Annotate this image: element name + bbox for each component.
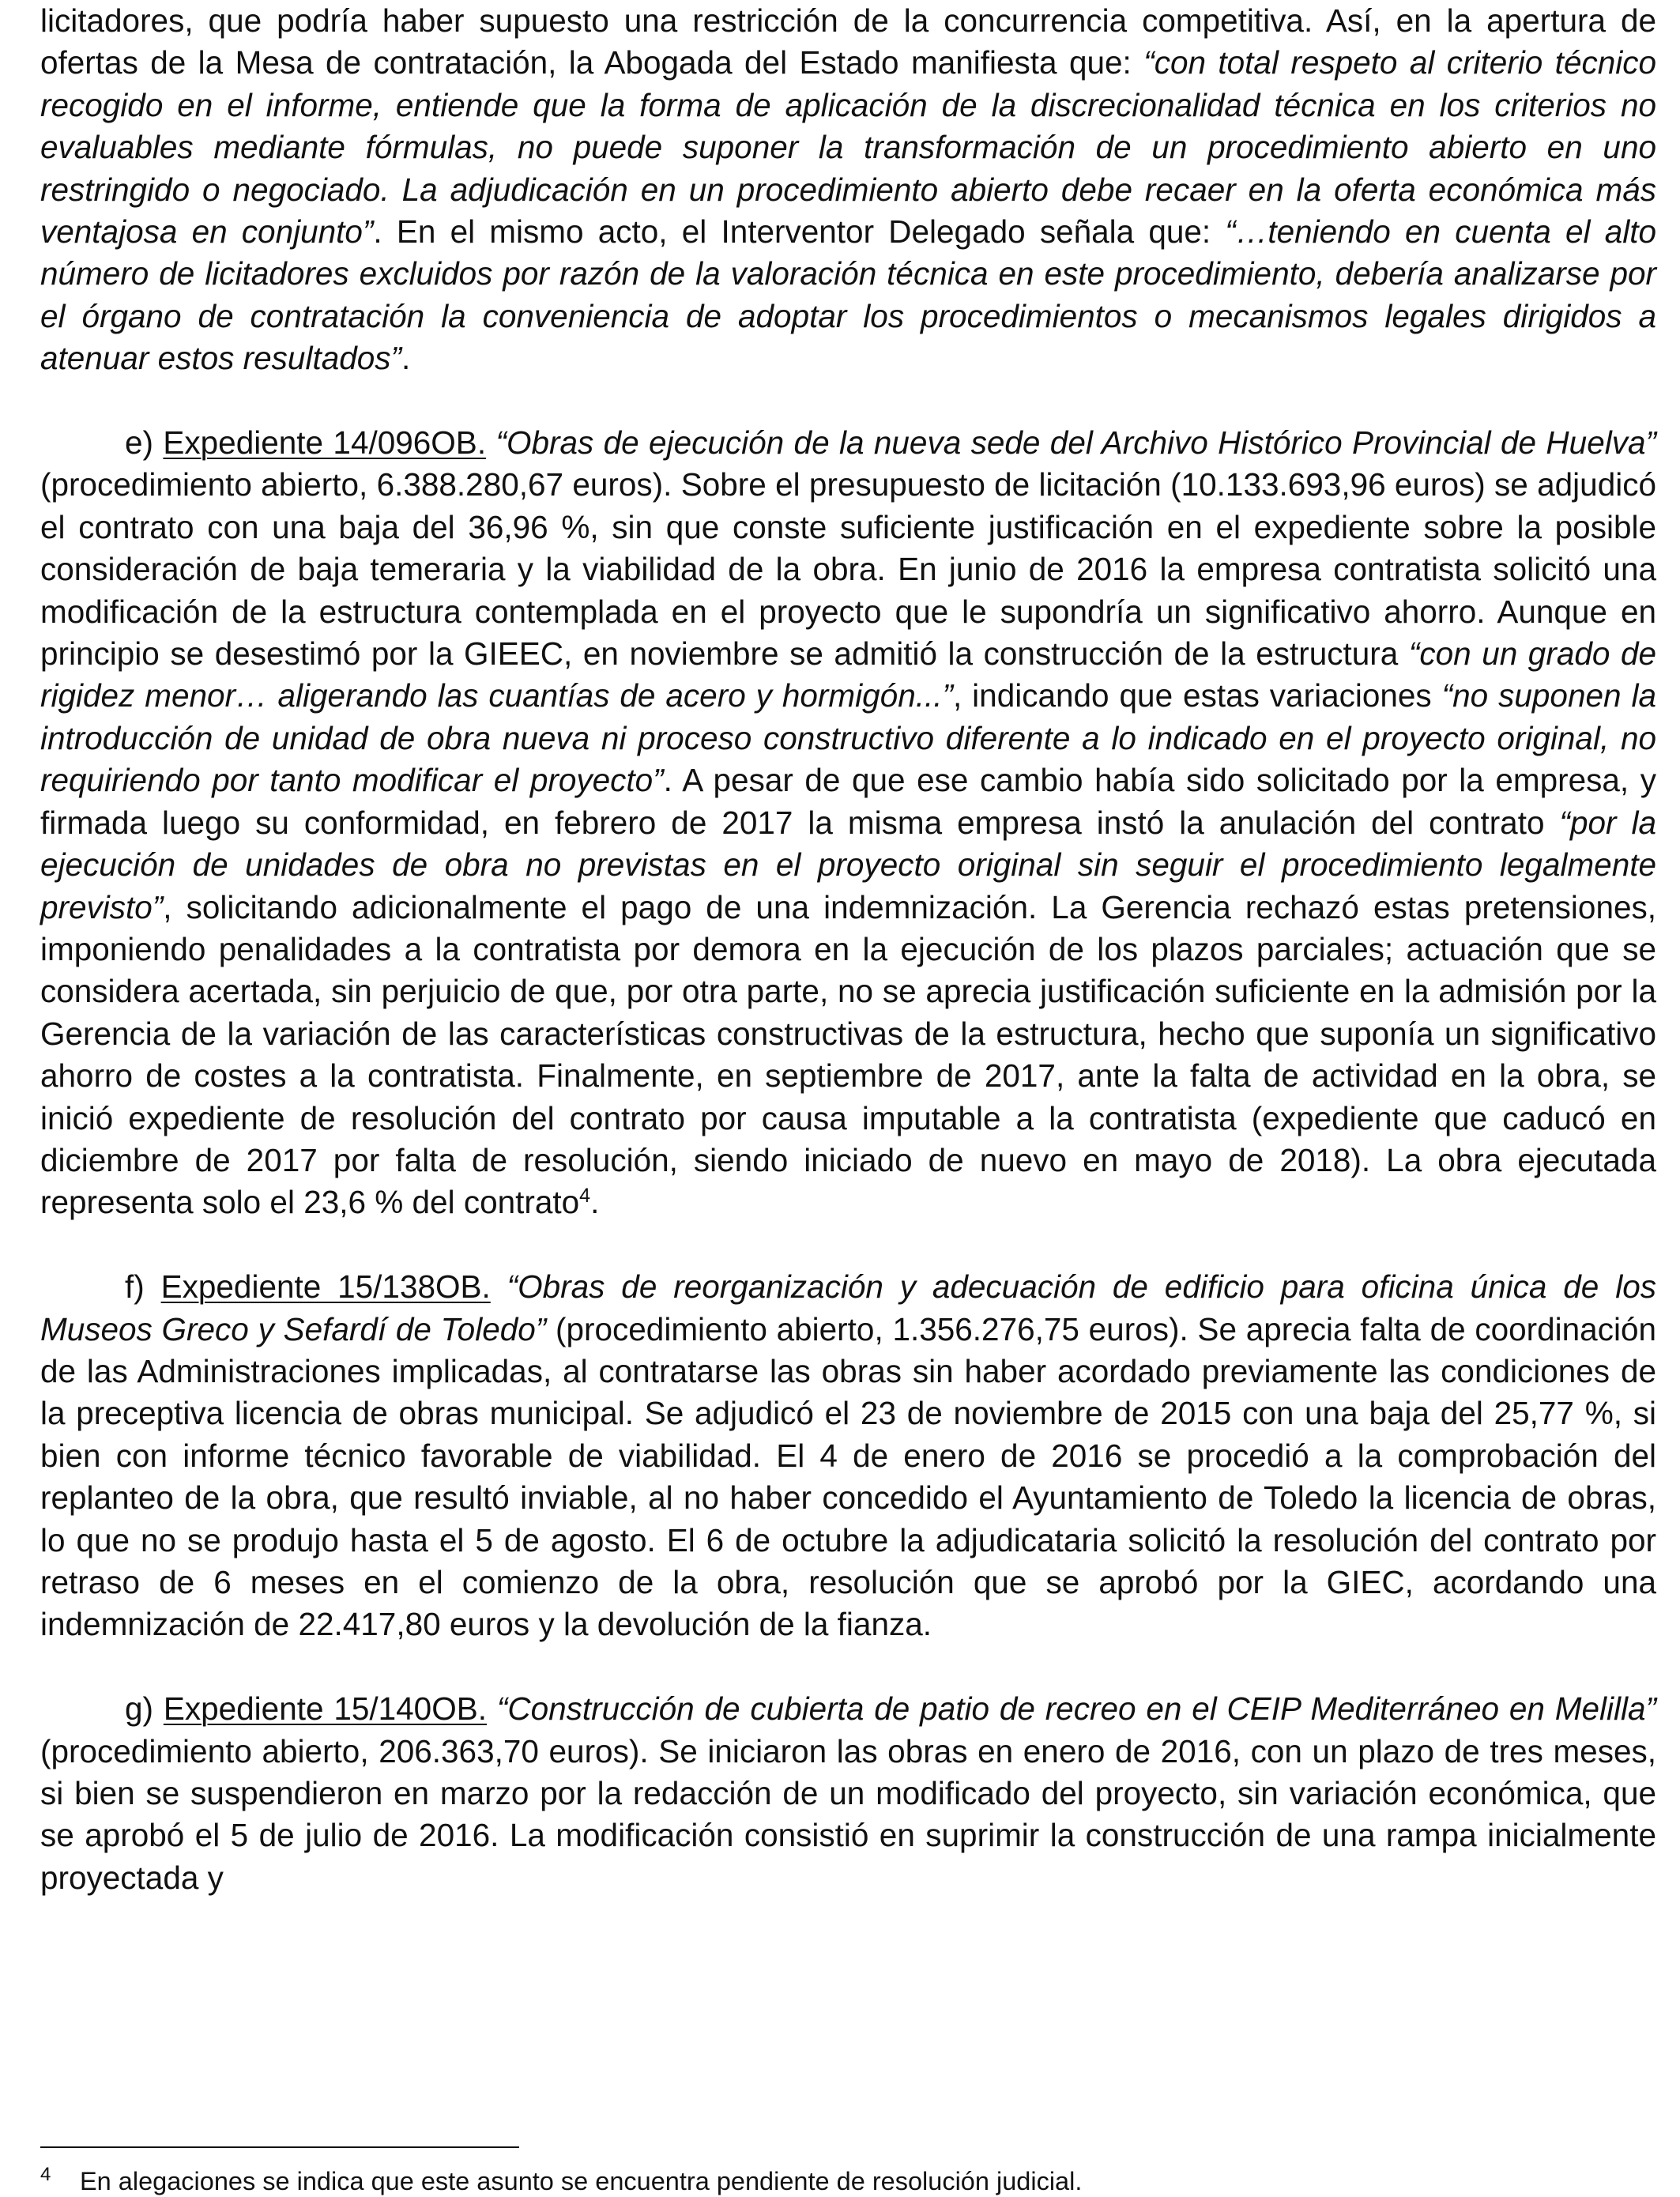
text: (procedimiento abierto, 6.388.280,67 euros). Sobre el presupuesto de licitación (10.133.693,96 euros) se adjudicó el contrato con una baja del 36,96 %, sin que conste suficiente justificación en el expediente sobre la posible consideración de baja temeraria y la viabilidad de la obra. En junio de 2016 la empresa contratista solicitó una modificación de la estructura contemplada en el proyecto que le supondría un significativo ahorro. Aunque en principio se desestimó por la GIEEC, en noviembre se admitió la construcción de la estructura (40, 466, 1656, 673)
text: . En el mismo acto, el Interventor Delegado señala que: (373, 213, 1226, 251)
paragraph-g (40, 1688, 1656, 1899)
quote: “por la ejecución de unidades de obra no previstas en el proyecto original sin seguir el procedimiento legalmente previsto” (40, 804, 1656, 925)
contract-title: “Construcción de cubierta de patio de recreo en el CEIP Mediterráneo en Melilla” (496, 1690, 1656, 1728)
footnote (40, 2159, 1656, 2197)
item-label: e) (125, 424, 164, 462)
text: (procedimiento abierto, 1.356.276,75 euros). Se aprecia falta de coordinación de las Administraciones implicadas, al contratarse las obras sin haber acordado previamente las condiciones de la preceptiva licencia de obras municipal. Se adjudicó el 23 de noviembre de 2015 con una baja del 25,77 %, si bien con informe técnico favorable de viabilidad. El 4 de enero de 2016 se procedió a la comprobación del replanteo de la obra, que resultó inviable, al no haber concedido el Ayuntamiento de Toledo la licencia de obras, lo que no se produjo hasta el 5 de agosto. El 6 de octubre la adjudicataria solicitó la resolución del contrato por retraso de 6 meses en el comienzo de la obra, resolución que se aprobó por la GIEC, acordando una indemnización de 22.417,80 euros y la devolución de la fianza. (40, 1310, 1656, 1643)
expediente-ref: Expediente 14/096OB. (163, 424, 487, 462)
text: , indicando que estas variaciones (952, 677, 1442, 714)
footnote-separator (40, 2146, 519, 2148)
quote-interventor-delegado: “…teniendo en cuenta el alto número de licitadores excluidos por razón de la valoración técnica en este procedimiento, debería analizarse por el órgano de contratación la conveniencia de adoptar los procedimientos o mecanismos legales dirigidos a atenuar estos resultados” (40, 213, 1657, 377)
quote-abogada-del-estado: “con total respeto al criterio técnico recogido en el informe, entiende que la forma de aplicación de la discrecionalidad técnica en los criterios no evaluables mediante fórmulas, no puede suponer la transformación de un procedimiento abierto en uno restringido o negociado. La adjudicación en un procedimiento abierto debe recaer en la oferta económica más ventajosa en conjunto” (40, 44, 1657, 251)
footnote-number: 4 (40, 2164, 51, 2185)
text: . (590, 1184, 600, 1221)
expediente-ref: Expediente 15/138OB. (160, 1268, 491, 1306)
text: licitadores, que podría haber supuesto una restricción de la concurrencia competitiva. Así, en la apertura de ofertas de la Mesa de contratación, la Abogada del Estado manifiesta que: (40, 2, 1656, 81)
quote: “con un grado de rigidez menor… aligerando las cuantías de acero y hormigón...” (40, 635, 1656, 714)
contract-title: “Obras de reorganización y adecuación de edificio para oficina única de los Museos Greco y Sefardí de Toledo” (40, 1268, 1656, 1347)
text: . (401, 340, 411, 377)
expediente-ref: Expediente 15/140OB. (163, 1690, 487, 1728)
paragraph-d-continuation (40, 0, 1656, 380)
paragraph-e (40, 422, 1656, 1224)
footnote-reference: 4 (579, 1185, 591, 1208)
paragraph-f (40, 1266, 1656, 1646)
document-page (40, 0, 1656, 1899)
quote: “no suponen la introducción de unidad de obra nueva ni proceso constructivo diferente a lo indicado en el proyecto original, no requiriendo por tanto modificar el proyecto” (40, 677, 1656, 799)
text: . A pesar de que ese cambio había sido solicitado por la empresa, y firmada luego su conformidad, en febrero de 2017 la misma empresa instó la anulación del contrato (40, 762, 1656, 841)
footnote-text: En alegaciones se indica que este asunto se encuentra pendiente de resolución judicial. (80, 2167, 1083, 2195)
contract-title: “Obras de ejecución de la nueva sede del Archivo Histórico Provincial de Huelva” (495, 424, 1656, 462)
item-label: g) (125, 1690, 164, 1728)
item-label: f) (125, 1268, 161, 1306)
text: , solicitando adicionalmente el pago de una indemnización. La Gerencia rechazó estas pretensiones, imponiendo penalidades a la contratista por demora en la ejecución de los plazos parciales; actuación que se considera acertada, sin perjuicio de que, por otra parte, no se aprecia justificación suficiente en la admisión por la Gerencia de la variación de las características constructivas de la estructura, hecho que suponía un significativo ahorro de costes a la contratista. Finalmente, en septiembre de 2017, ante la falta de actividad en la obra, se inició expediente de resolución del contrato por causa imputable a la contratista (expediente que caducó en diciembre de 2017 por falta de resolución, siendo iniciado de nuevo en mayo de 2018). La obra ejecutada representa solo el 23,6 % del contrato (40, 888, 1656, 1221)
text: (procedimiento abierto, 206.363,70 euros). Se iniciaron las obras en enero de 2016, con un plazo de tres meses, si bien se suspendieron en marzo por la redacción de un modificado del proyecto, sin variación económica, que se aprobó el 5 de julio de 2016. La modificación consistió en suprimir la construcción de una rampa inicialmente proyectada y (40, 1732, 1656, 1896)
